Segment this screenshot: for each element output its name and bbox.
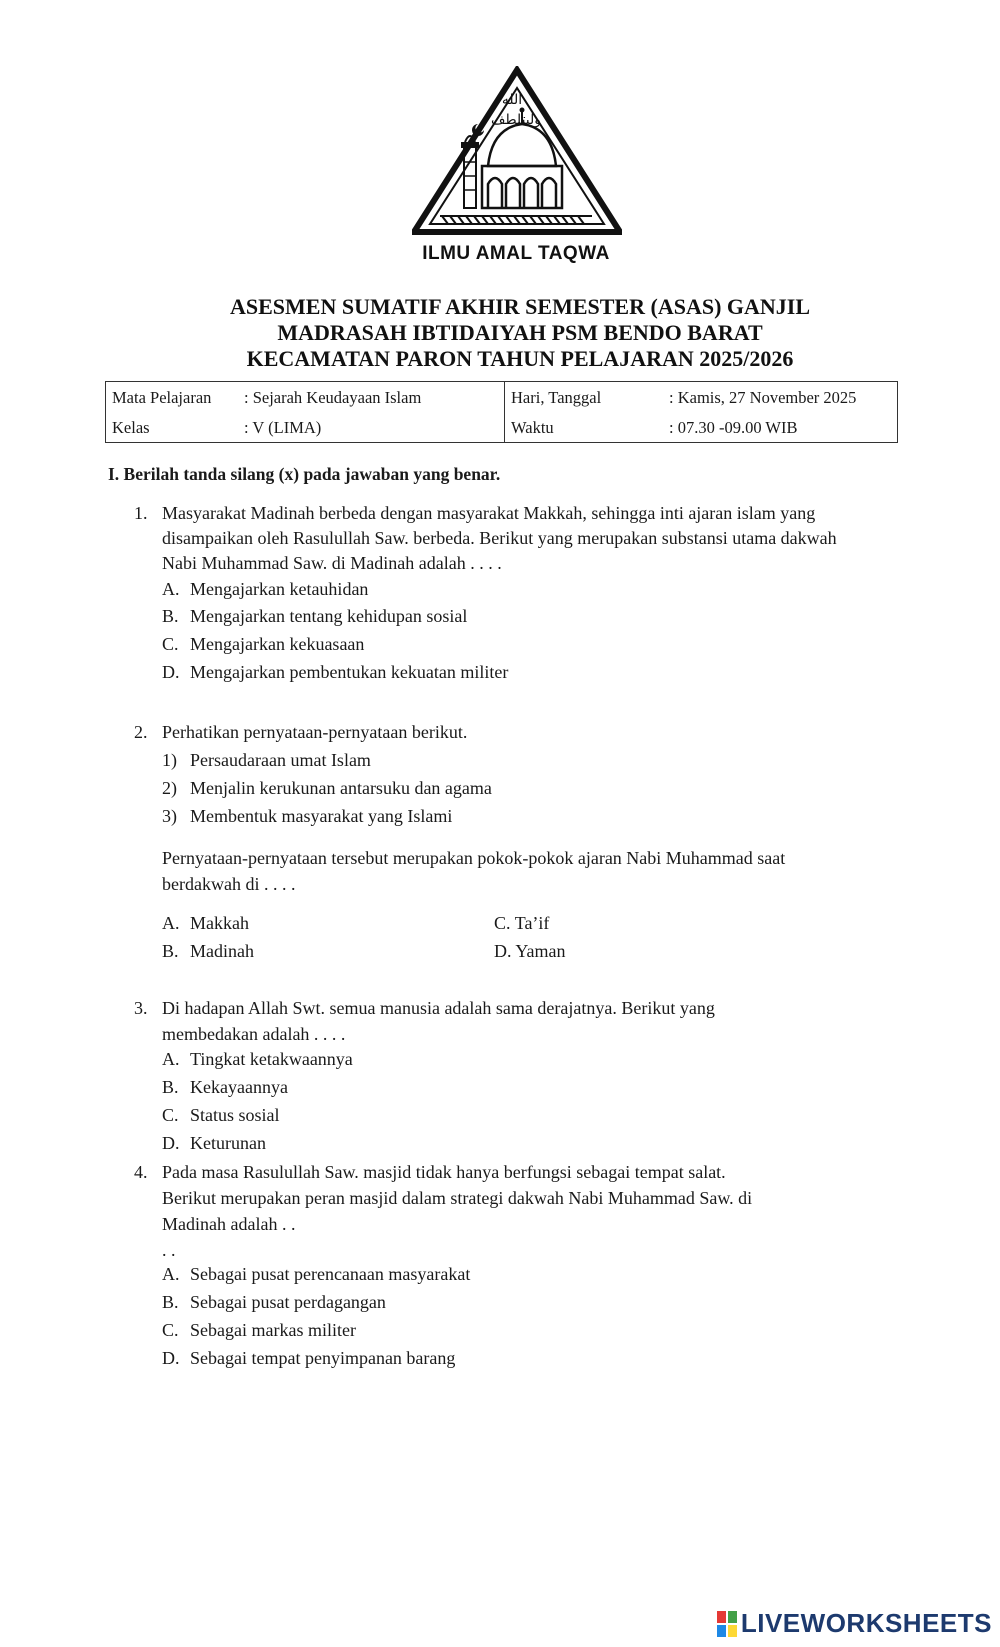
statement-1: 1) Persaudaraan umat Islam [162,750,371,770]
option-a[interactable]: A. Tingkat ketakwaannya [162,1049,353,1069]
brand-name: LIVEWORKSHEETS [740,1608,992,1638]
statement-2: 2) Menjalin kerukunan antarsuku dan agama [162,778,492,798]
logo-arabic-top: الله [501,92,523,108]
time-value: : 07.30 -09.00 WIB [669,418,798,437]
question-number: 3. [134,998,148,1018]
question-intro: Perhatikan pernyataan-pernyataan berikut. [162,722,468,742]
question-text-line: Di hadapan Allah Swt. semua manusia adalah sama derajatnya. Berikut yang [162,998,715,1018]
option-d[interactable]: D. Sebagai tempat penyimpanan barang [162,1348,456,1368]
question-text-line: disampaikan oleh Rasulullah Saw. berbeda. Berikut yang merupakan substansi utama dakwah [162,528,837,548]
option-b[interactable]: B. Kekayaannya [162,1077,288,1097]
option-b[interactable]: B. Sebagai pusat perdagangan [162,1292,386,1312]
question-text-line: Pada masa Rasulullah Saw. masjid tidak hanya berfungsi sebagai tempat salat. [162,1162,726,1182]
subject-value: : Sejarah Keudayaan Islam [238,382,505,413]
question-text-line: Pernyataan-pernyataan tersebut merupakan pokok-pokok ajaran Nabi Muhammad saat [162,848,786,868]
logo-caption: ILMU AMAL TAQWA [422,243,610,264]
statement-3: 3) Membentuk masyarakat yang Islami [162,806,453,826]
option-c[interactable]: C. Mengajarkan kekuasaan [162,634,365,654]
option-a[interactable]: A. Mengajarkan ketauhidan [162,579,369,599]
date-value: : Kamis, 27 November 2025 [669,388,857,407]
logo-arabic-motto: وليتلطف [490,112,542,128]
option-c[interactable]: C. Status sosial [162,1105,280,1125]
option-a[interactable]: A. Sebagai pusat perencanaan masyarakat [162,1264,471,1284]
option-d[interactable]: D. Keturunan [162,1133,266,1153]
class-label: Kelas [112,418,150,437]
exam-info-table [105,381,898,443]
exam-title: ASESMEN SUMATIF AKHIR SEMESTER (ASAS) GANJIL [229,294,811,319]
school-name: MADRASAH IBTIDAIYAH PSM BENDO BARAT [277,320,763,345]
subject-label: Mata Pelajaran [112,388,212,407]
question-number: 4. [134,1162,148,1182]
class-value: : V (LIMA) [238,412,505,443]
brand-logo-icon [717,1611,737,1637]
question-text-line: Berikut merupakan peran masjid dalam strategi dakwah Nabi Muhammad Saw. di [162,1188,753,1208]
option-d[interactable]: D. Yaman [494,941,566,961]
option-c[interactable]: C. Sebagai markas militer [162,1320,356,1340]
question-text-line: berdakwah di . . . . [162,874,296,894]
time-label: Waktu [511,418,554,437]
question-text-line: Madinah adalah . . [162,1214,296,1234]
option-c[interactable]: C. Ta’if [494,913,550,933]
question-text-line: Nabi Muhammad Saw. di Madinah adalah . . . . [162,553,502,573]
option-a[interactable]: A. Makkah [162,913,249,933]
question-text-line: membedakan adalah . . . . [162,1024,346,1044]
section-instruction: I. Berilah tanda silang (x) pada jawaban yang benar. [108,464,501,484]
liveworksheets-brand[interactable] [717,1608,992,1639]
question-text-line: . . [162,1240,176,1260]
option-d[interactable]: D. Mengajarkan pembentukan kekuatan militer [162,662,509,682]
question-number: 1. [134,503,148,523]
district-year: KECAMATAN PARON TAHUN PELAJARAN 2025/2026 [246,346,794,371]
question-text-line: Masyarakat Madinah berbeda dengan masyarakat Makkah, sehingga inti ajaran islam yang [162,503,816,523]
option-b[interactable]: B. Mengajarkan tentang kehidupan sosial [162,606,468,626]
question-number: 2. [134,722,148,742]
option-b[interactable]: B. Madinah [162,941,254,961]
school-logo [412,66,622,266]
date-label: Hari, Tanggal [511,388,602,407]
